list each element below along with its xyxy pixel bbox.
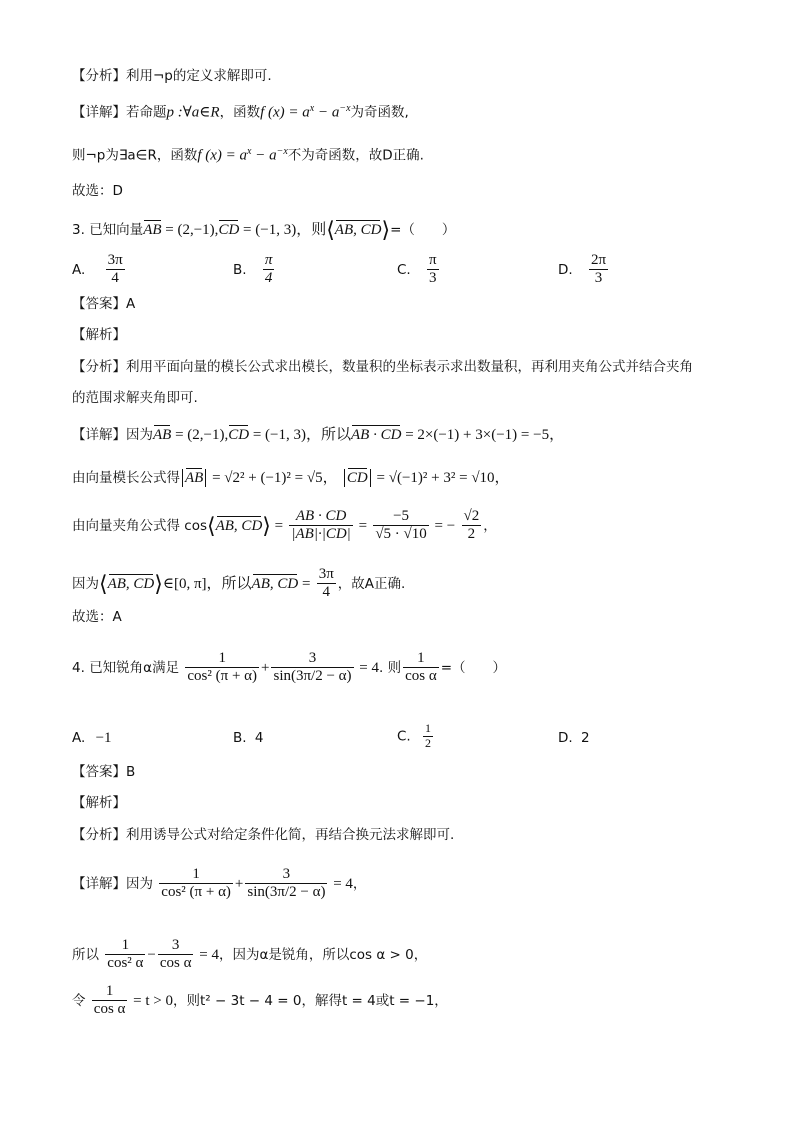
text: =（ ） [440,659,507,676]
numerator: 3 [158,937,194,955]
q3-detail-4 [72,566,405,602]
math: − a [251,147,277,164]
text: 令 [72,992,86,1009]
tag-label: 【答案】 [72,764,126,780]
vector-pair: AB, CD [251,575,299,592]
math: = t > 0 [129,992,173,1009]
denominator: 4 [322,584,330,601]
text: ，函数 [219,104,261,121]
question-4 [72,650,506,686]
math: = [270,517,284,534]
denominator: 3 [429,270,437,287]
question-number: 4. [72,659,85,676]
numerator: 1 [92,983,128,1001]
denominator: cos α [159,955,192,972]
angle-bracket-left: ⟨ [207,512,216,538]
abs-bar [344,469,345,487]
q4-analysis [72,829,454,843]
text: =（ ） [390,222,456,238]
text: . 则 [379,659,402,676]
text: 因为 [126,875,153,892]
denominator: |AB|·|CD| [291,526,351,543]
text: 由向量模长公式得 [72,470,180,486]
tag-label: 【详解】 [72,427,126,443]
vector-cd: CD [346,470,368,486]
option-letter: C. [397,261,411,278]
option-d [558,730,590,746]
option-letter: C. [397,728,411,745]
math-sup: −x [339,103,351,114]
tag-label: 【详解】 [72,875,126,892]
text: 故选：A [72,609,122,625]
math-sup: x [309,103,315,114]
option-a [72,730,112,747]
detail-line-1 [72,104,409,121]
option-c [397,722,435,751]
vector-pair: AB, CD [334,222,382,238]
fraction [462,508,482,544]
dot-product: AB · CD [351,427,402,443]
abs-bar [182,469,183,487]
tag-label: 【详解】 [72,104,126,121]
math-sup: x [247,146,252,157]
fraction [106,252,125,288]
fraction [158,937,194,973]
denominator: cos² (π + α) [161,884,231,901]
fraction [263,252,275,288]
math: = (−1, 3)，所以 [249,427,352,443]
numerator: π [427,252,439,270]
q3-detail-3 [72,508,497,544]
analysis-line-1 [72,70,272,84]
fraction [373,508,428,544]
numerator: 1 [403,650,439,668]
option-c [397,252,441,288]
angle-bracket-right: ⟩ [262,512,271,538]
numerator: −5 [373,508,428,526]
math: = − [430,517,456,534]
question-number: 3. [72,222,85,238]
angle-bracket-right: ⟩ [154,570,163,596]
denominator: cos² α [107,955,144,972]
q4-detail-1 [72,866,366,902]
text: 已知向量 [89,222,144,238]
numerator: π [263,252,275,270]
q3-detail-1 [72,428,564,443]
text: ， [352,875,367,892]
math: = 4 [329,875,353,892]
denominator: 2 [467,526,476,543]
option-b [233,730,263,746]
fraction [427,252,439,288]
option-a [72,252,127,288]
math: − [147,946,156,963]
text: 因为 [72,575,99,592]
q4-detail-2 [72,937,427,973]
choice-line [72,185,123,199]
math: = 2×(−1) + 3×(−1) = −5， [401,427,565,443]
q3-analysis-2 [72,392,198,406]
tag-label: 【解析】 [72,795,126,811]
tag-label: 【解析】 [72,327,126,343]
text: 若命题 [126,104,167,121]
option-letter: D. [558,261,573,278]
math: = [298,575,311,592]
abs-bar [370,469,371,487]
tag-label: 【分析】 [72,827,126,843]
tag-label: 【分析】 [72,359,126,375]
answer: A [126,296,136,312]
math: f (x) = a [260,104,310,121]
fraction [317,566,336,602]
text: 为奇函数, [350,104,409,121]
numerator: √2 [462,508,482,526]
math-sup: −x [276,146,288,157]
text: ，因为α是锐角，所以cos α > 0， [218,946,428,963]
math: = (−1, 3)，则 [239,222,327,238]
option-letter: B. [233,730,247,746]
math: = (2,−1), [161,222,219,238]
detail-line-2 [72,147,424,164]
vector-cd: CD [228,427,250,443]
fraction [589,252,608,288]
answer: B [126,764,136,780]
fraction [105,937,145,973]
vector-pair: AB, CD [107,575,155,592]
math: + [261,659,270,676]
numerator: AB · CD [289,508,352,526]
q4-explanation-header [72,797,126,811]
fraction [403,650,439,686]
numerator: 1 [105,937,145,955]
numerator: 2π [589,252,608,270]
math: = (2,−1), [171,427,229,443]
denominator: 3 [594,270,603,287]
q4-answer [72,766,135,780]
fraction [159,866,233,902]
option-letter: D. [558,730,573,746]
numerator: 1 [185,650,259,668]
vector-pair: AB, CD [215,517,263,534]
fraction [289,508,352,544]
text: 利用诱导公式对给定条件化简，再结合换元法求解即可. [126,827,455,843]
q4-detail-3 [72,983,448,1019]
text: 的范围求解夹角即可. [72,390,198,406]
option-value: 4 [254,730,264,746]
option-letter: A. [72,261,86,278]
denominator: 4 [264,270,273,287]
denominator: cos² (π + α) [187,668,258,685]
vector-ab: AB [143,222,162,238]
option-d [558,252,610,288]
text: 则¬p为∃a∈R，函数 [72,147,198,164]
denominator: cos α [405,668,437,685]
fraction [245,866,327,902]
denominator: sin(3π/2 − α) [247,884,326,901]
option-value: 2 [580,730,590,746]
text: 利用¬p的定义求解即可. [126,68,272,84]
text: 所以 [72,946,99,963]
fraction [271,650,353,686]
vector-ab: AB [153,427,172,443]
math: = 4 [195,946,219,963]
denominator: cos α [93,1001,126,1018]
fraction [92,983,128,1019]
denominator: 4 [111,270,119,287]
numerator: 1 [159,866,233,884]
question-3 [72,219,455,241]
denominator: sin(3π/2 − α) [273,668,352,685]
numerator: 1 [425,721,432,735]
option-letter: A. [72,730,86,746]
fraction [185,650,259,686]
numerator: 3 [245,866,327,884]
math: p :∀a∈R [166,104,220,121]
math: − a [314,104,340,121]
vector-cd: CD [218,222,240,238]
abs-bar [205,469,206,487]
angle-bracket-left: ⟨ [99,570,108,596]
angle-bracket-left: ⟨ [326,217,335,242]
text: ，则t² − 3t − 4 = 0，解得t = 4或t = −1， [173,992,448,1009]
tag-label: 【分析】 [72,68,126,84]
math: = √2² + (−1)² = √5， [208,470,338,486]
q3-explanation-header [72,329,126,343]
text: ， [483,517,497,534]
tag-label: 【答案】 [72,296,126,312]
text: 不为奇函数，故D正确. [287,147,424,164]
text: 已知锐角α满足 [89,659,180,676]
denominator: 2 [425,735,432,750]
math: f (x) = a [197,147,248,164]
math: = 4 [355,659,380,676]
text: 由向量夹角公式得 cos [72,517,208,534]
q3-detail-2 [72,469,510,487]
vector-ab: AB [185,470,204,486]
angle-bracket-right: ⟩ [381,217,391,242]
q3-analysis-1 [72,361,693,375]
fraction [423,722,433,751]
text: 故选：D [72,183,123,199]
math: = √(−1)² + 3² = √10， [372,470,510,486]
numerator: 3 [271,650,353,668]
numerator: 3π [317,566,336,584]
option-letter: B. [233,261,247,278]
math: + [234,875,244,892]
option-b [233,252,276,288]
text: ，故A正确. [337,575,406,592]
q3-answer [72,298,135,312]
option-value: −1 [95,730,112,746]
math: = [354,517,368,534]
math: ∈[0, π]，所以 [162,575,252,592]
text: 利用平面向量的模长公式求出模长，数量积的坐标表示求出数量积，再利用夹角公式并结合夹角 [126,359,693,375]
q3-choice [72,611,122,625]
text: 因为 [126,427,153,443]
numerator: 3π [106,252,125,270]
denominator: √5 · √10 [375,526,427,543]
